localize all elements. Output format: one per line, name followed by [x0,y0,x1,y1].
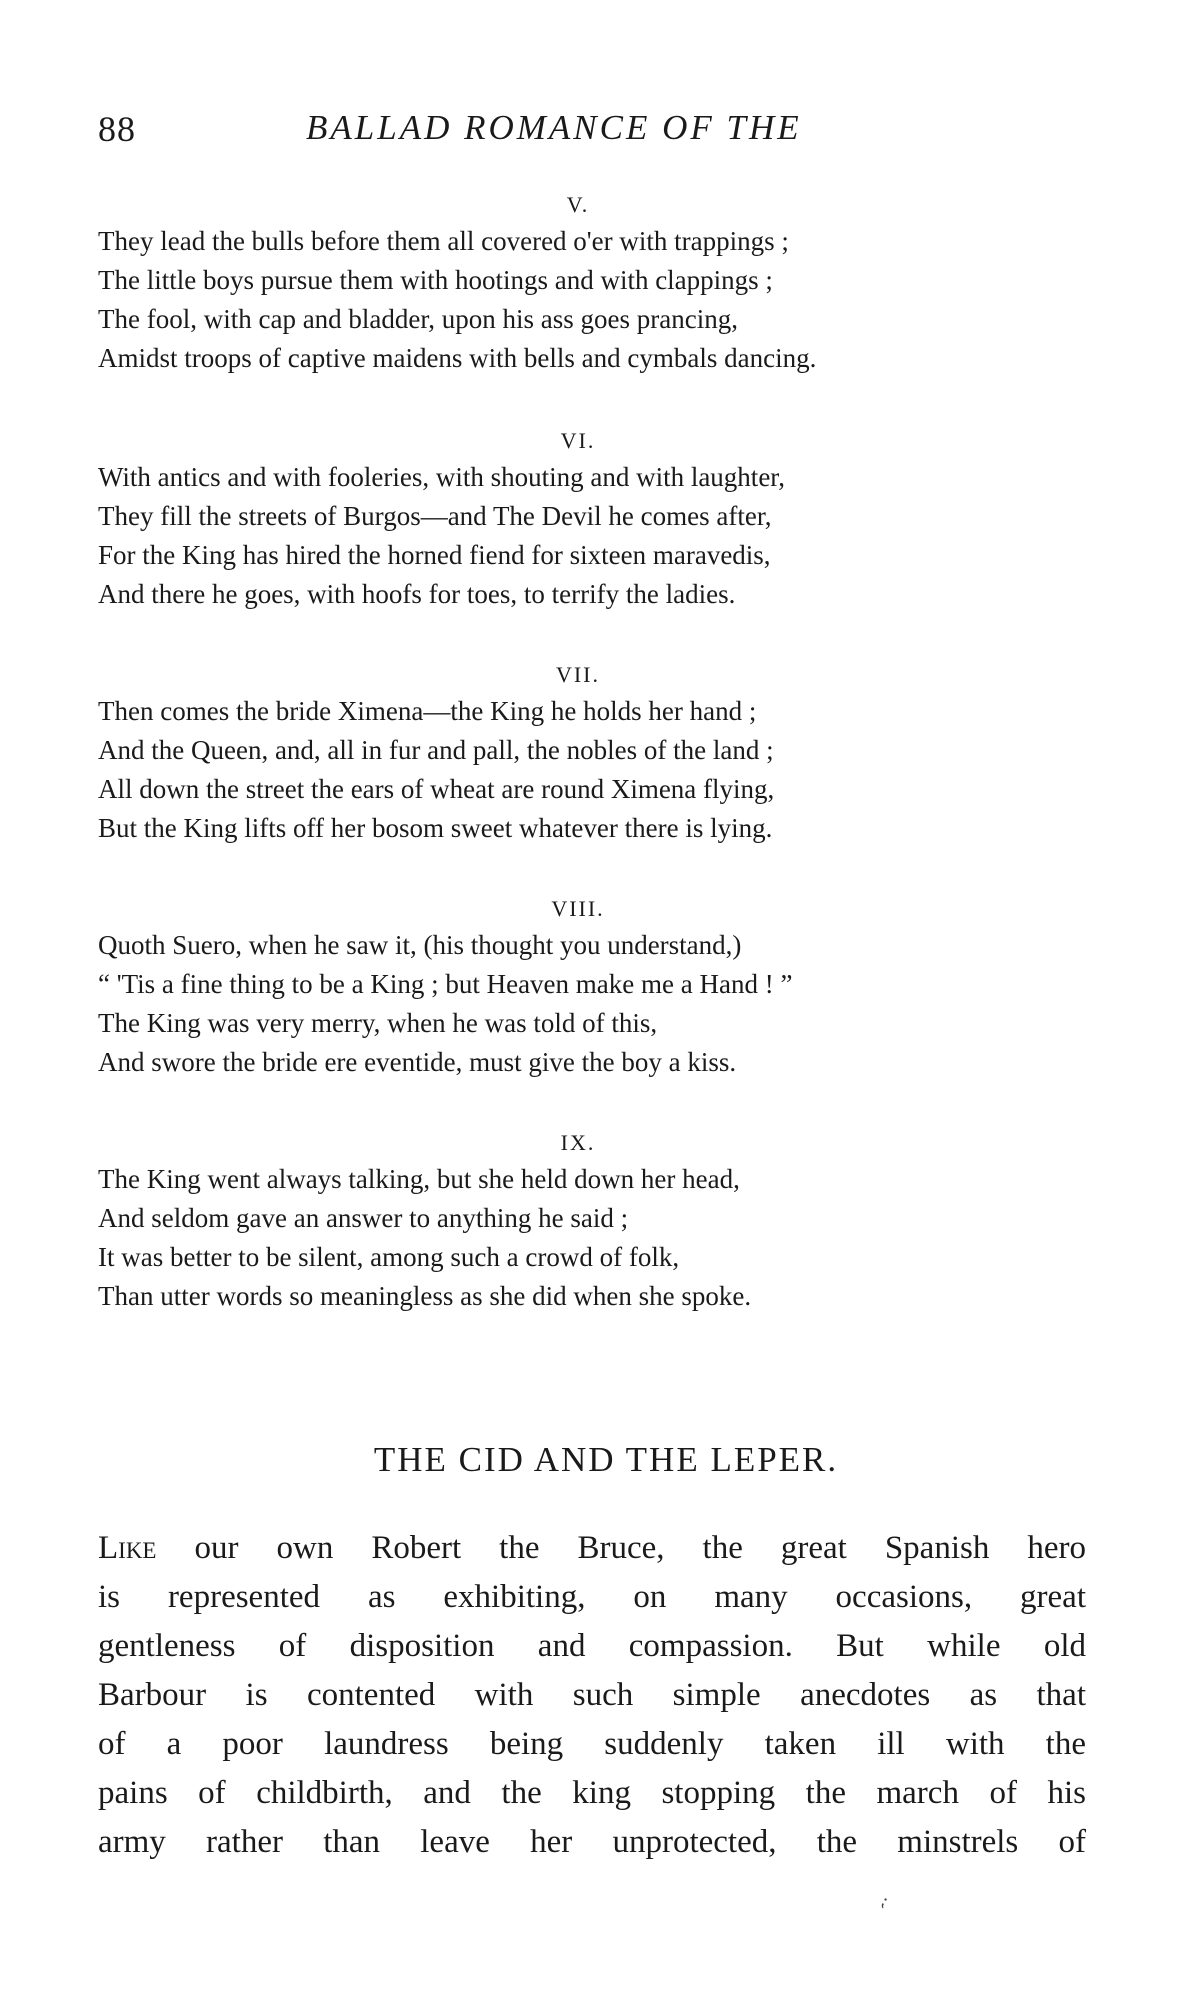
verse-line: The King was very merry, when he was told of this, [98,1008,658,1038]
verse-line: “ 'Tis a fine thing to be a King ; but Heaven make me a Hand ! ” [98,969,793,999]
stanza-number: VIII. [551,896,605,921]
prose-line: Barbour is contented with such simple anecdotes as that [98,1677,1086,1713]
stanza-number: V. [566,192,590,217]
verse-line: And seldom gave an answer to anything he said ; [98,1203,629,1233]
printer-mark: ⁏ [877,1889,893,1911]
lead-word: Like [98,1530,157,1566]
verse-line: They fill the streets of Burgos—and The Devil he comes after, [98,501,772,531]
running-head: BALLAD ROMANCE OF THE [306,108,802,147]
prose-line: of a poor laundress being suddenly taken ill with the [98,1726,1086,1762]
verse-line: All down the street the ears of wheat are round Ximena flying, [98,774,775,804]
prose-line [98,1524,1086,1573]
section-title: THE CID AND THE LEPER. [373,1440,839,1479]
verse-line: The King went always talking, but she held down her head, [98,1164,740,1194]
stanza-vii [98,658,1058,848]
prose-paragraph [98,1524,1086,1867]
first-line-rest: our own Robert the Bruce, the great Spanish hero [156,1530,1086,1566]
verse-line: The fool, with cap and bladder, upon his ass goes prancing, [98,304,739,334]
verse-line: And swore the bride ere eventide, must give the boy a kiss. [98,1047,737,1077]
verse-line: Than utter words so meaningless as she did when she spoke. [98,1281,752,1311]
verse-line: The little boys pursue them with hootings and with clappings ; [98,265,773,295]
prose-line: army rather than leave her unprotected, the minstrels of [98,1824,1086,1860]
stanza-vi [98,424,1058,614]
page-number: 88 [98,109,136,149]
verse-line: But the King lifts off her bosom sweet whatever there is lying. [98,813,773,843]
verse-line: With antics and with fooleries, with shouting and with laughter, [98,462,785,492]
page-header [98,108,1058,158]
stanza-viii [98,892,1058,1082]
prose-line: is represented as exhibiting, on many occasions, great [98,1579,1086,1615]
stanza-number: VI. [560,428,596,453]
verse-line: And there he goes, with hoofs for toes, to terrify the ladies. [98,579,736,609]
prose-line: pains of childbirth, and the king stopping the march of his [98,1775,1086,1811]
stanza-v [98,188,1058,378]
verse-line: For the King has hired the horned fiend for sixteen maravedis, [98,540,771,570]
verse-line: Amidst troops of captive maidens with bells and cymbals dancing. [98,343,817,373]
verse-line: Then comes the bride Ximena—the King he holds her hand ; [98,696,757,726]
verse-line: And the Queen, and, all in fur and pall, the nobles of the land ; [98,735,774,765]
verse-line: They lead the bulls before them all covered o'er with trappings ; [98,226,789,256]
verse-line: Quoth Suero, when he saw it, (his thought you understand,) [98,930,742,960]
stanza-number: VII. [555,662,601,687]
prose-line: gentleness of disposition and compassion. But while old [98,1628,1086,1664]
verse-line: It was better to be silent, among such a crowd of folk, [98,1242,680,1272]
stanza-number: IX. [560,1130,596,1155]
stanza-ix [98,1126,1058,1316]
